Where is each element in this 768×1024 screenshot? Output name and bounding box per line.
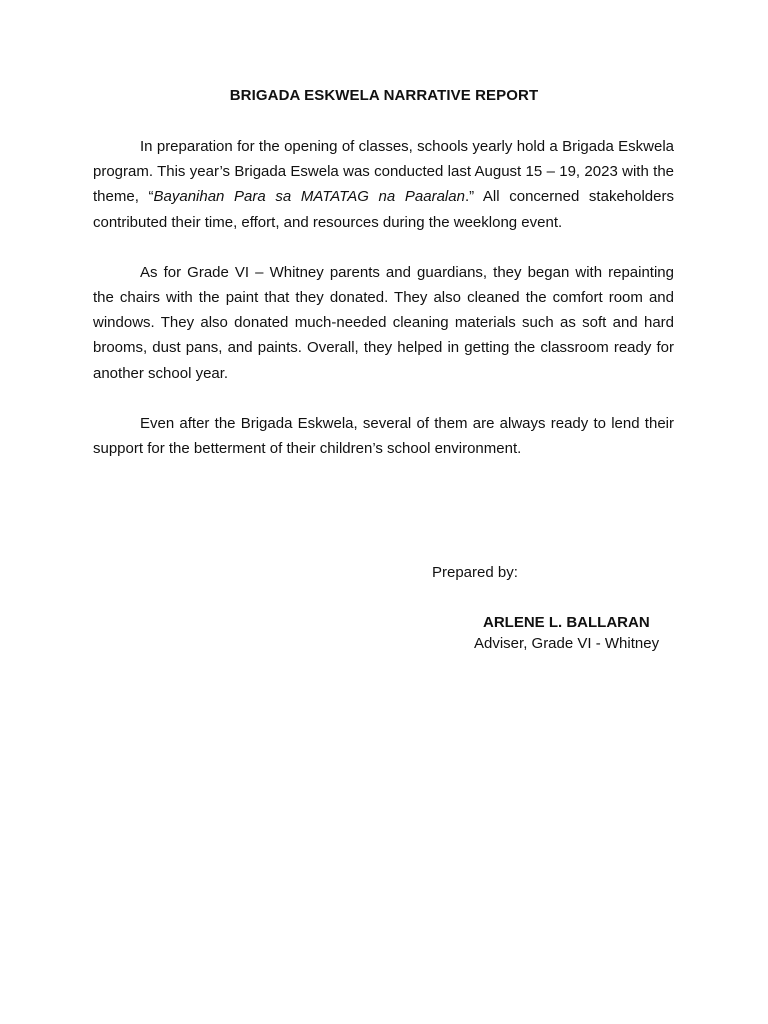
signer-role: Adviser, Grade VI - Whitney (474, 635, 660, 652)
report-body (93, 134, 674, 486)
paragraph-1-before: In preparation for the opening of classes, schools yearly hold a Brigada Eskwela program. This year’s Brigada Eswela was conducted last August 15 – 19, 2023 with the theme, “ (93, 138, 674, 206)
paragraph-1-after: .” All concerned stakeholders contributed their time, effort, and resources during the weeklong event. (93, 188, 674, 231)
paragraph-3: Even after the Brigada Eskwela, several of them are always ready to lend their support for the betterment of their children’s school environment. (93, 414, 674, 458)
paragraph-1 (93, 134, 674, 235)
prepared-by-label: Prepared by: (432, 564, 518, 581)
signer-name: ARLENE L. BALLARAN (483, 614, 650, 631)
document-title: BRIGADA ESKWELA NARRATIVE REPORT (229, 87, 539, 104)
theme-text: Bayanihan Para sa MATATAG na Paaralan (153, 188, 465, 206)
paragraph-2: As for Grade VI – Whitney parents and guardians, they began with repainting the chairs with the paint that they donated. They also cleaned the comfort room and windows. They also donated much-needed cleaning materials such as soft and hard brooms, dust pans, and paints. Overall, they helped in getting the classroom ready for another school year. (93, 263, 674, 382)
